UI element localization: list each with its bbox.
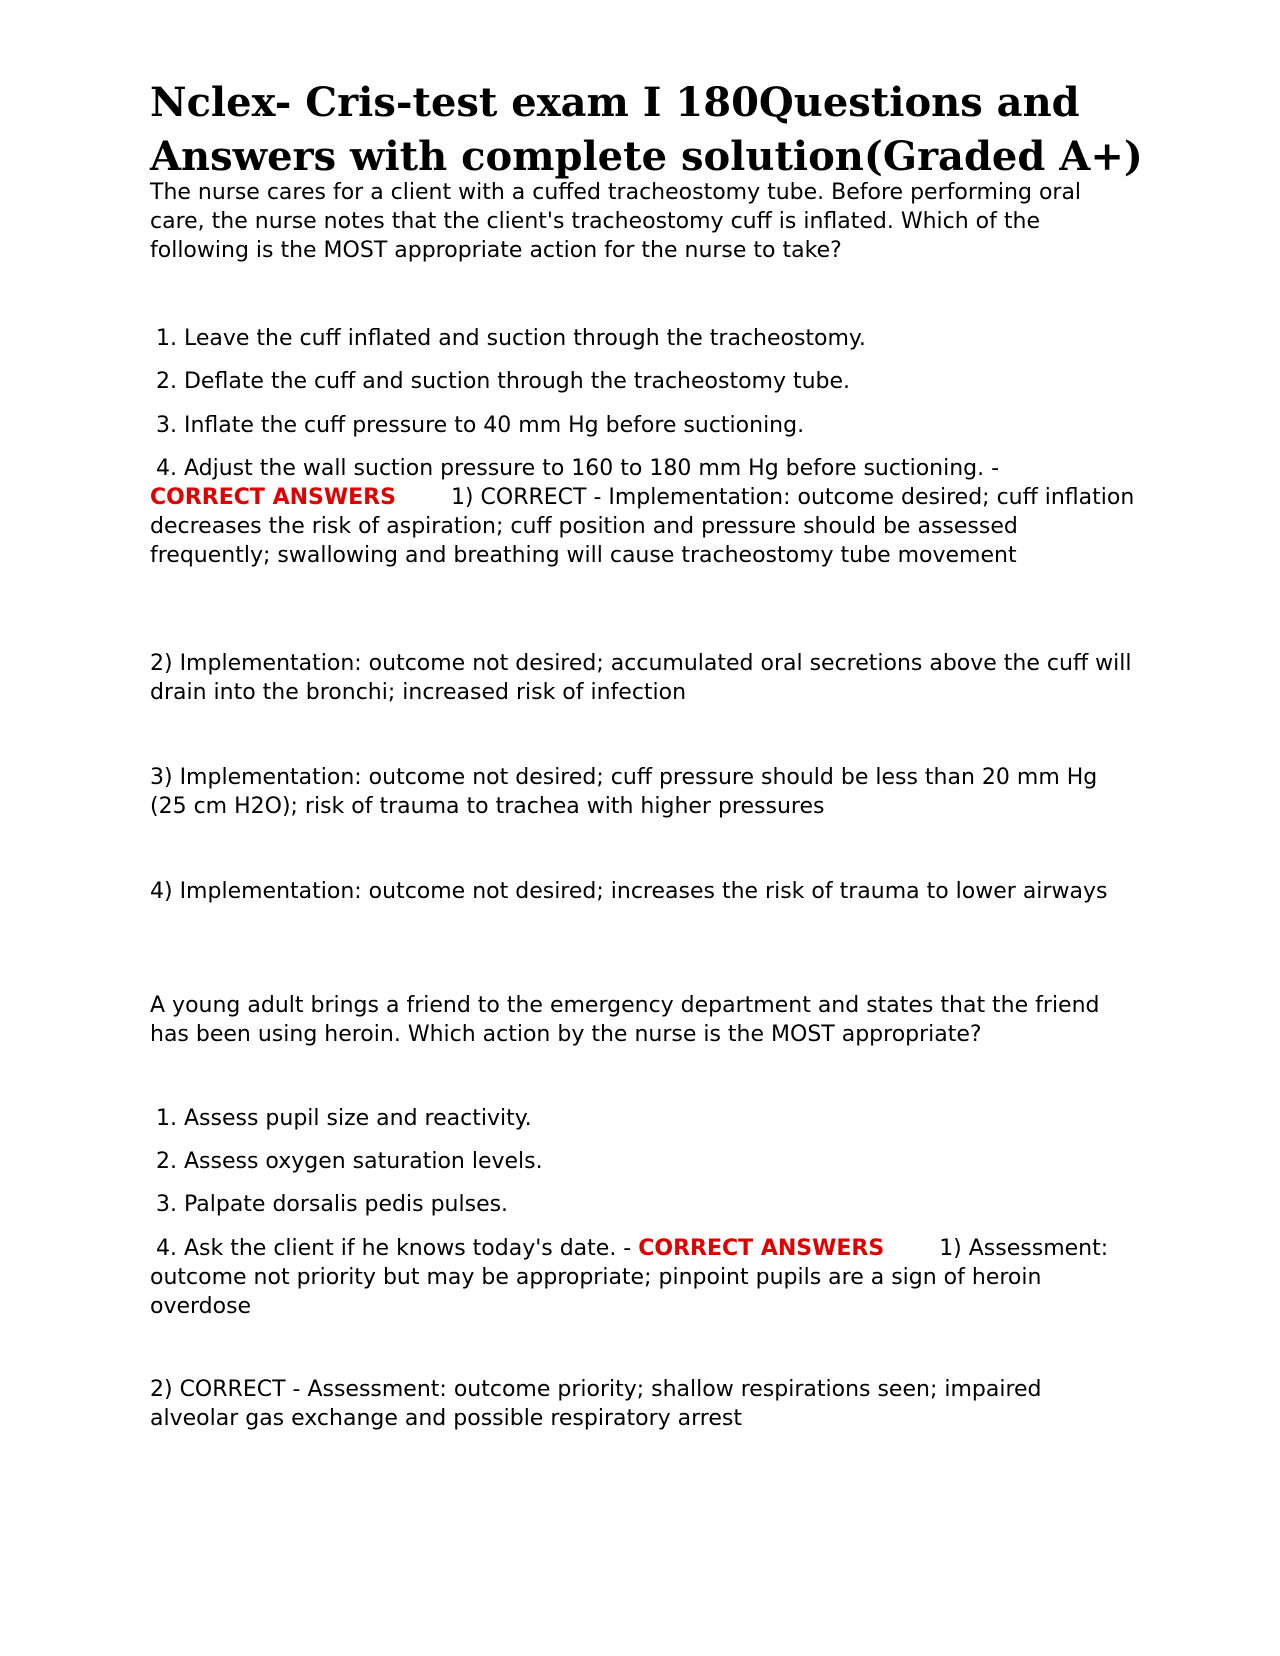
q1-rationale-1: 1) CORRECT - Implementation: outcome desired; cuff inflation decreases the risk of aspiration; cuff position and pressure should be assessed frequently; swallowing and breathing will cause tracheostomy tube movement <box>150 485 1135 568</box>
q2-rationale-2: 2) CORRECT - Assessment: outcome priority; shallow respirations seen; impaired alveolar gas exchange and possible respiratory arrest <box>150 1377 1042 1431</box>
q1-rationale-4: 4) Implementation: outcome not desired; increases the risk of trauma to lower airways <box>150 879 1108 904</box>
document-title: Nclex- Cris-test exam I 180Questions and Answers with complete solution(Graded A+) <box>150 79 1143 180</box>
q2-correct-label: CORRECT ANSWERS <box>638 1236 885 1261</box>
q2-option-2: 2. Assess oxygen saturation levels. <box>156 1149 543 1174</box>
q2-option-3: 3. Palpate dorsalis pedis pulses. <box>156 1192 509 1217</box>
q1-rationale-3: 3) Implementation: outcome not desired; cuff pressure should be less than 20 mm Hg (25 cm H2O); risk of trauma to trachea with higher pressures <box>150 765 1098 819</box>
q2-option-1: 1. Assess pupil size and reactivity. <box>156 1106 532 1131</box>
q1-option-4-answer <box>150 454 1135 570</box>
q1-option-1: 1. Leave the cuff inflated and suction through the tracheostomy. <box>156 326 866 351</box>
q1-option-3: 3. Inflate the cuff pressure to 40 mm Hg before suctioning. <box>156 413 805 438</box>
q1-option-2: 2. Deflate the cuff and suction through the tracheostomy tube. <box>156 369 851 394</box>
q1-stem: The nurse cares for a client with a cuffed tracheostomy tube. Before performing oral care, the nurse notes that the client's tracheostomy cuff is inflated. Which of the following is the MOST appropriate action for the nurse to take? <box>150 180 1082 263</box>
q2-stem: A young adult brings a friend to the emergency department and states that the friend has been using heroin. Which action by the nurse is the MOST appropriate? <box>150 993 1100 1047</box>
q2-option-4-answer <box>150 1234 1135 1321</box>
q1-rationale-2: 2) Implementation: outcome not desired; accumulated oral secretions above the cuff will drain into the bronchi; increased risk of infection <box>150 651 1132 705</box>
q1-correct-label: CORRECT ANSWERS <box>150 485 396 510</box>
q2-option-4: 4. Ask the client if he knows today's date. - <box>156 1236 632 1261</box>
q2-rationale-1: 1) Assessment: outcome not priority but may be appropriate; pinpoint pupils are a sign of heroin overdose <box>150 1236 1109 1319</box>
q1-option-4: 4. Adjust the wall suction pressure to 160 to 180 mm Hg before suctioning. - <box>156 456 1000 481</box>
